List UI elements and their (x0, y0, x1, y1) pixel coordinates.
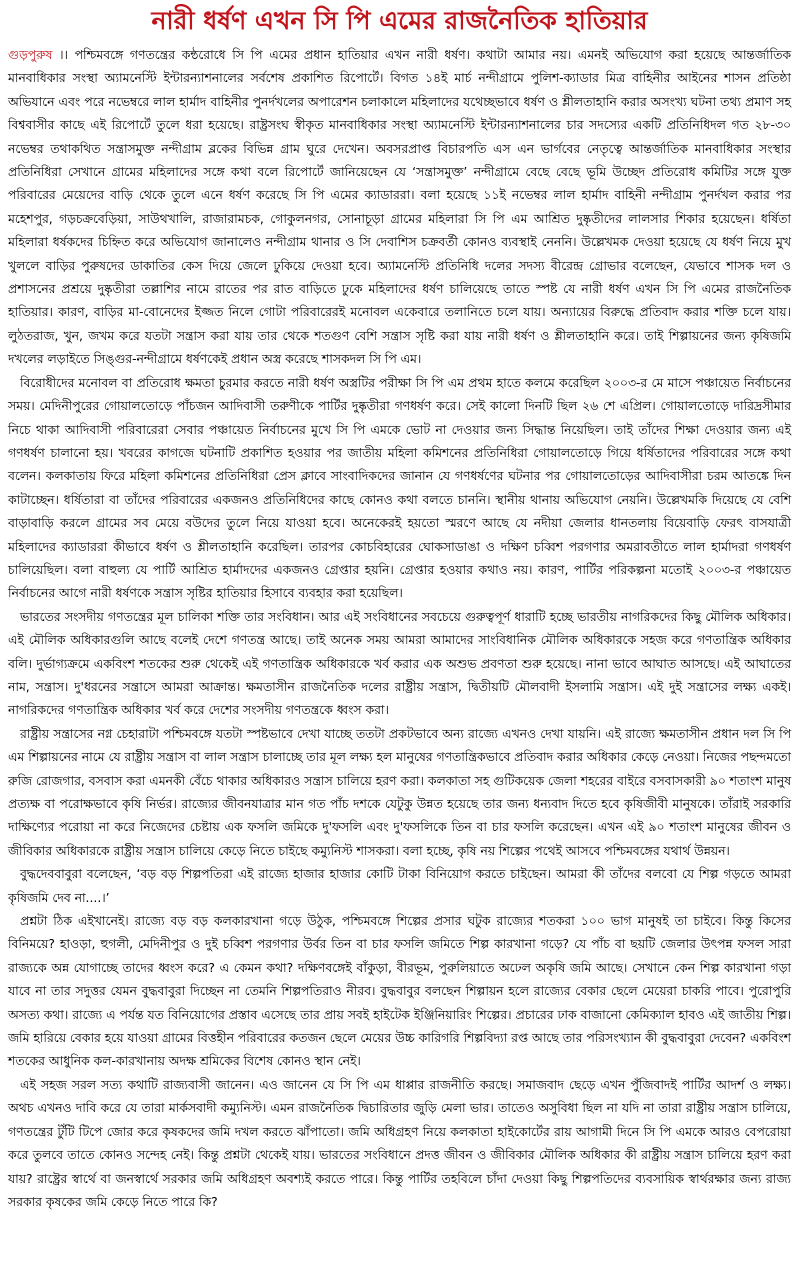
author-byline: গুড়পুরুষ (8, 48, 53, 62)
article-paragraph: রাষ্ট্রীয় সন্ত্রাসের নগ্ন চেহারাটা পশ্চিমবঙ্গে যতটা স্পষ্টভাবে দেখা যাচ্ছে ততটা প্রকটভাবে অন্য রাজ্যে এখনও দেখা যায়নি। এই রাজ্যে ক্ষমতাসীন প্রধান দল সি পি এম শিল্পায়নের নামে যে রাষ্ট্রীয় সন্ত্রাস বা লাল সন্ত্রাস চালাচ্ছে তার মূল লক্ষ্য হল মানুষের গণতান্ত্রিকভাবে প্রতিবাদ করার অধিকার কেড়ে নেওয়া। নিজের পছন্দমতো রুজি রোজগার, বসবাস করা এমনকী বেঁচে থাকার অধিকারও সন্ত্রাস চালিয়ে হরণ করা। কলকাতা সহ গুটিকয়েক জেলা শহরের বাইরে বসবাসকারী ৯০ শতাংশ মানুষ প্রত্যক্ষ বা পরোক্ষভাবে কৃষি নির্ভর। রাজ্যের জীবনযাত্রার মান গত পাঁচ দশকে যেটুকু উন্নত হয়েছে তার জন্য ধন্যবাদ দিতে হবে কৃষিজীবী মানুষকে। তাঁরাই সরকারি দাক্ষিণ্যের পরোয়া না করে নিজেদের চেষ্টায় এক ফসলি জমিকে দু'ফসলি এবং দু'ফসলিকে তিন বা চার ফসলি করেছেন। এখন এই ৯০ শতাংশ মানুষের জীবন ও জীবিকার অধিকারকে রাষ্ট্রীয় সন্ত্রাস চালিয়ে কেড়ে নিতে চাইছে কম্যুনিস্ট শাসকরা। বলা হচ্ছে, কৃষি নয় শিল্পের পথেই আসবে পশ্চিমবঙ্গের যথার্থ উন্নয়ন। (8, 726, 791, 858)
article-paragraph: ভারতের সংসদীয় গণতন্ত্রের মূল চালিকা শক্তি তার সংবিধান। আর এই সংবিধানের সবচেয়ে গুরুত্বপূর্ণ ধারাটি হচ্ছে ভারতীয় নাগরিকদের কিছু মৌলিক অধিকার। এই মৌলিক অধিকারগুলি আছে বলেই দেশে গণতন্ত্র আছে। তাই অনেক সময় আমরা আমাদের সাংবিধানিক মৌলিক অধিকারকে সহজ করে গণতান্ত্রিক অধিকার বলি। দুর্ভাগ্যক্রমে একবিংশ শতকের শুরু থেকেই এই গণতান্ত্রিক অধিকারকে খর্ব করার এক অশুভ প্রবণতা শুরু হয়েছে। নানা ভাবে আঘাত আসছে। এই আঘাতের নাম, সন্ত্রাস। দু'ধরনের সন্ত্রাসে আমরা আক্রান্ত। ক্ষমতাসীন রাজনৈতিক দলের রাষ্ট্রীয় সন্ত্রাস, দ্বিতীয়টি মৌলবাদী ইসলামি সন্ত্রাস। এই দুই সন্ত্রাসের লক্ষ্য একই। নাগরিকদের গণতান্ত্রিক অধিকার খর্ব করে দেশের সংসদীয় গণতন্ত্রকে ধ্বংস করা। (8, 609, 791, 718)
byline-separator: ।। (52, 48, 75, 62)
article-paragraph: বিরোধীদের মনোবল বা প্রতিরোধ ক্ষমতা চুরমার করতে নারী ধর্ষণ অস্ত্রটির পরীক্ষা সি পি এম প্রথম হাতে কলমে করেছিল ২০০৩-র মে মাসে পঞ্চায়েত নির্বাচনের সময়। মেদিনীপুরের গোয়ালতোড়ে পাঁচজন আদিবাসী তরুণীকে পার্টির দুষ্কৃতীরা গণধর্ষণ করে। সেই কালো দিনটি ছিল ২৬ শে এপ্রিল। গোয়ালতোড়ে দারিদ্রসীমার নিচে থাকা আদিবাসী পরিবারেরা সেবার পঞ্চায়েত নির্বাচনের মুখে সি পি এমকে ভোট না দেওয়ার জন্য সিদ্ধান্ত নিয়েছিল। তাই তাঁদের শিক্ষা দেওয়ার জন্য এই গণধর্ষণ চালানো হয়। খবরের কাগজে ঘটনাটি প্রকাশিত হওয়ার পর জাতীয় মহিলা কমিশনের প্রতিনিধিরা গোয়ালতোড়ে গিয়ে ধর্ষিতাদের পরিবারের সঙ্গে কথা বলেন। কলকাতায় ফিরে মহিলা কমিশনের প্রতিনিধিরা প্রেস ক্লাবে সাংবাদিকদের জানান যে গণধর্ষণের ঘটনার পর গোয়ালতোড়ের আদিবাসীরা চরম আতঙ্কে দিন কাটাচ্ছেন। ধর্ষিতারা বা তাঁদের পরিবারের একজনও প্রতিনিধিদের কাছে কোনও কথা বলতে চাননি। স্থানীয় থানায় অভিযোগ নেয়নি। উল্লেখমকি দিয়েছে যে বেশি বাড়াবাড়ি করলে গ্রামের সব মেয়ে বউদের তুলে নিয়ে যাওয়া হবে। অনেকেরই হয়তো স্মরণে আছে যে নদীয়া জেলার ধানতলায় বিয়েবাড়ি ফেরৎ বাসযাত্রী মহিলাদের ক্যাডাররা কীভাবে ধর্ষণ ও শ্লীলতাহানি করেছিল। তারপর কোচবিহারের ঘোকসাডাঙা ও দক্ষিণ চব্বিশ পরগণার অমরাবতীতে লাল হার্মাদরা গণধর্ষণ চালিয়েছিল। বলা বাহুল্য যে পার্টি আশ্রিত হার্মাদদের একজনও গ্রেপ্তার হয়নি। গ্রেপ্তার হওয়ার কথাও নয়। কারণ, পার্টির পরিকল্পনা মতোই ২০০৩-র পঞ্চায়েত নির্বাচনের আগে নারী ধর্ষণকে সন্ত্রাস সৃষ্টির হাতিয়ার হিসাবে ব্যবহার করা হয়েছিল। (8, 375, 791, 601)
article-paragraph: প্রশ্নটা ঠিক এইখানেই। রাজ্যে বড় বড় কলকারখানা গড়ে উঠুক, পশ্চিমবঙ্গে শিল্পের প্রসার ঘটুক রাজ্যের শতকরা ১০০ ভাগ মানুষই তা চাইবে। কিন্তু কিসের বিনিময়ে? হাওড়া, হুগলী, মেদিনীপুর ও দুই চব্বিশ পরগণার উর্বর তিন বা চার ফসলি জমিতে শিল্প কারখানা গড়ে? যে পাঁচ বা ছয়টি জেলার উৎপন্ন ফসল সারা রাজ্যকে অন্ন যোগাচ্ছে তাদের ধ্বংস করে? এ কেমন কথা? দক্ষিণবঙ্গেই বাঁকুড়া, বীরভূম, পুরুলিয়াতে অঢেল অকৃষি জমি আছে। সেখানে কেন শিল্প কারখানা গড়া যাবে না তার সদুত্তর যেমন বুদ্ধবাবুরা দিচ্ছেন না তেমনি শিল্পপতিরাও নীরব। বুদ্ধবাবুর বলছেন শিল্পায়ন হলে রাজ্যের বেকার ছেলে মেয়েরা চাকরি পাবে। পুরোপুরি অসত্য কথা। রাজ্যে এ পর্যন্ত যত বিনিয়োগের প্রস্তাব এসেছে তার প্রায় সবই হাইটেক ইঞ্জিনিয়ারিং শিল্পের। প্রচারের ঢাক বাজানো কেমিক্যাল হাবও এই জাতীয় শিল্প। জমি হারিয়ে বেকার হয়ে যাওয়া গ্রামের বিত্তহীন পরিবারের কতজন ছেলে মেয়ের উচ্চ কারিগরি শিল্পবিদ্যা রপ্ত আছে তার পরিসংখ্যান কী বুদ্ধবাবুরা দেবেন? একবিংশ শতকের আধুনিক কল-কারখানায় অদক্ষ শ্রমিকের বিশেষ কোনও স্থান নেই। (8, 914, 791, 1069)
article-paragraph (8, 44, 791, 372)
article-title: নারী ধর্ষণ এখন সি পি এমের রাজনৈতিক হাতিয়ার (151, 6, 648, 35)
article-paragraph: বুদ্ধদেববাবুরা বলেছেন, ‘বড় বড় শিল্পপতিরা এই রাজ্যে হাজার হাজার কোটি টাকা বিনিয়োগ করতে চাইছেন। আমরা কী তাঁদের বলবো যে শিল্প গড়তে আমরা কৃষিজমি দেব না....।’ (8, 867, 791, 905)
paragraph-text: পশ্চিমবঙ্গে গণতন্ত্রের কন্ঠরোধে সি পি এমের প্রধান হাতিয়ার এখন নারী ধর্ষণ। কথাটা আমার নয়। এমনই অভিযোগ করা হয়েছে আন্তর্জাতিক মানবাধিকার সংস্থা অ্যামনেস্টি ইন্টারন্যাশনালের সর্বশেষ প্রকাশিত রিপোর্টে। বিগত ১৪ই মার্চ নন্দীগ্রামে পুলিশ-ক্যাডার মিত্র বাহিনীর আইনের শাসন প্রতিষ্ঠা অভিযানে এবং পরে নভেম্বরে লাল হার্মাদ বাহিনীর পুনর্দখলের অপারেশন চলাকালে মহিলাদের যথেচ্ছভাবে ধর্ষণ ও শ্লীলতাহানি করার অসংখ্য ঘটনা তথ্য প্রমাণ সহ বিশ্ববাসীর কাছে এই রিপোর্টে তুলে ধরা হয়েছে। রাষ্ট্রসংঘ স্বীকৃত মানবাধিকার সংস্থা অ্যামনেস্টি ইন্টারন্যাশনালের চার সদস্যের একটি প্রতিনিধিদল গত ২৮-৩০ নভেম্বর তথাকথিত সন্ত্রাসমুক্ত নন্দীগ্রাম ব্লকের বিভিন্ন গ্রাম ঘুরে দেখেন। অবসরপ্রাপ্ত বিচারপতি এস এন ভার্গবের নেতৃত্বে আন্তর্জাতিক মানবাধিকার সংস্থার প্রতিনিধিরা সেখানে গ্রামের মহিলাদের সঙ্গে কথা বলে রিপোর্টে জানিয়েছেন যে ‘সন্ত্রাসমুক্ত’ নন্দীগ্রামে বেছে বেছে ভূমি উচ্ছেদ প্রতিরোধ কমিটির সঙ্গে যুক্ত পরিবারের মেয়েদের বাড়ি থেকে তুলে এনে ধর্ষণ করেছে সি পি এমের ক্যাডাররা। বলা হয়েছে ১১ই নভেম্বর লাল হার্মাদ বাহিনী নন্দীগ্রাম পুনর্দখল করার পর মহেশপুর, গড়চক্রবেড়িয়া, সাউথখালি, রাজারামচক, গোকুলনগর, সোনাচূড়া গ্রামের মহিলারা সি পি এম আশ্রিত দুষ্কৃতীদের লালসার শিকার হয়েছেন। ধর্ষিতা মহিলারা ধর্ষকদের চিহ্নিত করে অভিযোগ জানালেও নন্দীগ্রাম থানার ও সি দেবাশিস চক্রবর্তী কোনও ব্যবস্থাই নেননি। উল্লেখমক দেওয়া হয়েছে যে ধর্ষণ নিয়ে মুখ খুললে বাড়ির পুরুষদের ডাকাতির কেস দিয়ে জেলে ঢুকিয়ে দেওয়া হবে। অ্যামনেস্টি প্রতিনিধি দলের সদস্য বীরেন্দ্র গ্রোভার বলেছেন, যেভাবে শাসক দল ও প্রশাসনের প্রশ্রয়ে দুষ্কৃতীরা তল্লাশির নামে রাতের পর রাত বাড়িতে ঢুকে মহিলাদের ধর্ষণ চালিয়েছে তাতে স্পষ্ট যে নারী ধর্ষণ এখন সি পি এমের রাজনৈতিক হাতিয়ার। কারণ, বাড়ির মা-বোনেদের ইজ্জত নিলে গোটা পরিবারেরই মনোবল একেবারে তলানিতে চলে যায়। অন্যায়ের বিরুদ্ধে প্রতিবাদ করার শক্তি চলে যায়। লুঠতরাজ, খুন, জখম করে যতটা সন্ত্রাস করা যায় তার থেকে শতগুণ বেশি সন্ত্রাস সৃষ্টি করা যায় নারী ধর্ষণ ও শ্লীলতাহানি করে। তাই শিল্পায়নের জন্য কৃষিজমি দখলের লড়াইতে সিঙ্গুর-নন্দীগ্রামে ধর্ষণকেই প্রধান অস্ত্র করেছে শাসকদল সি পি এম। (8, 48, 791, 367)
article-body (8, 44, 791, 1214)
article-paragraph: এই সহজ সরল সত্য কথাটি রাজ্যবাসী জানেন। এও জানেন যে সি পি এম ধাপ্পার রাজনীতি করছে। সমাজবাদ ছেড়ে এখন পুঁজিবাদই পার্টির আদর্শ ও লক্ষ্য। অথচ এখনও দাবি করে যে তারা মার্কসবাদী কম্যুনিস্ট। এমন রাজনৈতিক দ্বিচারিতার জুড়ি মেলা ভার। তাতেও অসুবিধা ছিল না যদি না তারা রাষ্ট্রীয় সন্ত্রাস চালিয়ে, গণতন্ত্রের টুঁটি টিপে জোর করে কৃষকদের জমি দখল করতে ঝাঁপাতো। জমি অধিগ্রহণ নিয়ে কলকাতা হাইকোর্টের রায় আগামী দিনে সি পি এমকে আরও বেপরোয়া করে তুলবে তাতে কোনও সন্দেহ নেই। কিন্তু প্রশ্নটা থেকেই যায়। ভারতের সংবিধানে প্রদত্ত জীবন ও জীবিকার মৌলিক অধিকার কী রাষ্ট্রীয় সন্ত্রাস চালিয়ে হরণ করা যায়? রাষ্ট্রের স্বার্থে বা জনস্বার্থে সরকার জমি অধিগ্রহণ অবশ্যই করতে পারে। কিন্তু পার্টির তহবিলে চাঁদা দেওয়া কিছু শিল্পপতিদের ব্যবসায়িক স্বার্থরক্ষার জন্য রাজ্য সরকার কৃষকের জমি কেড়ে নিতে পারে কি? (8, 1077, 791, 1209)
